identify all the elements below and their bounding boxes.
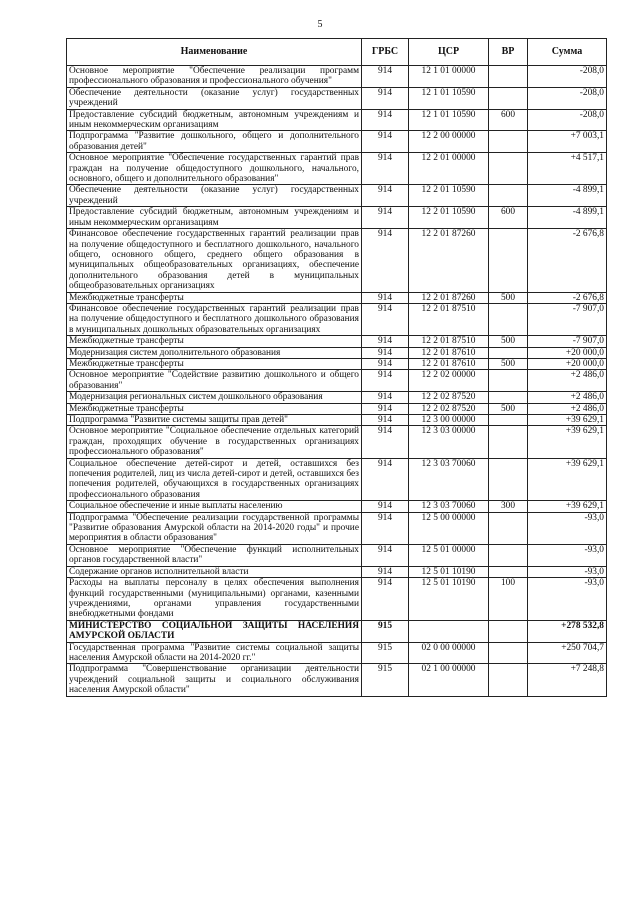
table-body [67,66,607,697]
row-csr-cell: 12 3 00 00000 [409,415,489,426]
table-row [67,109,607,131]
row-csr-cell: 12 2 01 00000 [409,153,489,185]
row-csr-cell: 12 1 01 10590 [409,109,489,131]
table-row [67,185,607,207]
row-grbs-cell: 915 [362,642,409,664]
table-row [67,578,607,621]
page-number: 5 [317,19,323,30]
row-vr-cell [489,426,528,458]
row-sum-cell: +2 486,0 [528,392,607,403]
row-sum-cell: +39 629,1 [528,415,607,426]
row-csr-cell: 12 2 01 87510 [409,336,489,347]
row-name-cell: Межбюджетные трансферты [67,358,362,369]
row-sum-cell: -7 907,0 [528,303,607,335]
row-csr-cell: 12 3 03 70060 [409,458,489,501]
row-grbs-cell: 914 [362,501,409,512]
row-vr-cell: 500 [489,336,528,347]
header-csr: ЦСР [409,39,489,66]
row-sum-cell: +2 486,0 [528,403,607,414]
row-name-cell: Основное мероприятие "Содействие развитию дошкольного и общего образования" [67,370,362,392]
table-row [67,292,607,303]
row-sum-cell: -2 676,8 [528,292,607,303]
row-name-cell: Подпрограмма "Совершенствование организации деятельности учреждений социальной защиты и социального обслуживания населения Амурской области" [67,664,362,696]
row-name-cell: Финансовое обеспечение государственных гарантий реализации прав на получение общедоступного и бесплатного дошкольного образования в муниципальных дошкольных образовательных организациях [67,303,362,335]
table-row [67,370,607,392]
row-grbs-cell: 914 [362,512,409,544]
row-grbs-cell: 914 [362,358,409,369]
row-grbs-cell: 914 [362,131,409,153]
row-vr-cell [489,303,528,335]
row-sum-cell: +4 517,1 [528,153,607,185]
row-vr-cell [489,185,528,207]
table-header-row [67,39,607,66]
row-csr-cell: 12 2 01 87610 [409,358,489,369]
row-sum-cell: +20 000,0 [528,347,607,358]
table-row [67,392,607,403]
row-sum-cell: -4 899,1 [528,185,607,207]
budget-table [66,38,607,697]
row-sum-cell: +2 486,0 [528,370,607,392]
row-csr-cell: 12 2 02 87520 [409,392,489,403]
row-vr-cell [489,642,528,664]
row-sum-cell: +7 248,8 [528,664,607,696]
row-vr-cell [489,392,528,403]
row-name-cell: Социальное обеспечение и иные выплаты населению [67,501,362,512]
table-row [67,501,607,512]
table-row [67,153,607,185]
table-row [67,66,607,88]
row-vr-cell: 100 [489,578,528,621]
table-row [67,512,607,544]
table-row [67,358,607,369]
row-csr-cell: 02 0 00 00000 [409,642,489,664]
row-grbs-cell: 914 [362,566,409,577]
table-row [67,415,607,426]
row-vr-cell [489,664,528,696]
table-row [67,642,607,664]
row-sum-cell: +250 704,7 [528,642,607,664]
row-sum-cell: +7 003,1 [528,131,607,153]
row-vr-cell [489,458,528,501]
row-sum-cell: -93,0 [528,512,607,544]
header-vr: ВР [489,39,528,66]
table-row [67,336,607,347]
row-vr-cell: 500 [489,403,528,414]
row-name-cell: Модернизация региональных систем дошкольного образования [67,392,362,403]
table-row [67,347,607,358]
row-grbs-cell: 914 [362,347,409,358]
table-row [67,566,607,577]
row-vr-cell [489,544,528,566]
row-grbs-cell: 915 [362,620,409,642]
row-vr-cell [489,370,528,392]
row-grbs-cell: 914 [362,578,409,621]
row-name-cell: Межбюджетные трансферты [67,292,362,303]
table-row [67,458,607,501]
row-grbs-cell: 914 [362,207,409,229]
row-vr-cell: 600 [489,207,528,229]
row-grbs-cell: 914 [362,87,409,109]
header-sum: Сумма [528,39,607,66]
budget-table-container [66,38,606,697]
row-sum-cell: +39 629,1 [528,458,607,501]
row-name-cell: Социальное обеспечение детей-сирот и детей, оставшихся без попечения родителей, лиц из числа детей-сирот и детей, оставшихся без попечения родителей, обучающихся в государственных организациях профессионального образования [67,458,362,501]
row-sum-cell: -208,0 [528,87,607,109]
row-name-cell: Подпрограмма "Развитие дошкольного, общего и дополнительного образования детей" [67,131,362,153]
table-row [67,87,607,109]
row-sum-cell: -93,0 [528,566,607,577]
row-csr-cell: 12 3 03 70060 [409,501,489,512]
row-csr-cell: 12 5 01 10190 [409,566,489,577]
row-sum-cell: -7 907,0 [528,336,607,347]
row-vr-cell [489,620,528,642]
row-grbs-cell: 914 [362,370,409,392]
row-vr-cell: 600 [489,109,528,131]
row-vr-cell [489,66,528,88]
row-sum-cell: +39 629,1 [528,426,607,458]
row-name-cell: Предоставление субсидий бюджетным, автономным учреждениям и иным некоммерческим организациям [67,207,362,229]
row-grbs-cell: 914 [362,229,409,292]
row-name-cell: Подпрограмма "Обеспечение реализации государственной программы "Развитие образования Амурской области на 2014-2020 годы" и прочие мероприятия в области образования" [67,512,362,544]
table-row [67,620,607,642]
row-grbs-cell: 914 [362,303,409,335]
row-sum-cell: +20 000,0 [528,358,607,369]
row-name-cell: Межбюджетные трансферты [67,336,362,347]
row-grbs-cell: 914 [362,66,409,88]
row-sum-cell: -2 676,8 [528,229,607,292]
row-csr-cell: 12 5 01 00000 [409,544,489,566]
row-csr-cell: 12 1 01 00000 [409,66,489,88]
row-grbs-cell: 914 [362,109,409,131]
row-name-cell: Межбюджетные трансферты [67,403,362,414]
row-vr-cell [489,153,528,185]
row-vr-cell [489,566,528,577]
row-csr-cell: 12 5 00 00000 [409,512,489,544]
table-row [67,664,607,696]
row-vr-cell: 500 [489,358,528,369]
row-sum-cell: -93,0 [528,578,607,621]
row-name-cell: Основное мероприятие "Социальное обеспечение отдельных категорий граждан, проходящих обучение в государственных организациях профессионального образования" [67,426,362,458]
row-name-cell: Основное мероприятие "Обеспечение реализации программ профессионального образования и профессионального обучения" [67,66,362,88]
row-name-cell: Государственная программа "Развитие системы социальной защиты населения Амурской области на 2014-2020 гг." [67,642,362,664]
row-vr-cell: 500 [489,292,528,303]
table-row [67,207,607,229]
row-name-cell: Содержание органов исполнительной власти [67,566,362,577]
row-grbs-cell: 914 [362,392,409,403]
row-sum-cell: -208,0 [528,66,607,88]
table-row [67,544,607,566]
row-name-cell: Расходы на выплаты персоналу в целях обеспечения выполнения функций государственными (муниципальными) органами, казенными учреждениями, органами управления государственными внебюджетными фондами [67,578,362,621]
row-name-cell: Обеспечение деятельности (оказание услуг) государственных учреждений [67,185,362,207]
row-sum-cell: +278 532,8 [528,620,607,642]
table-row [67,229,607,292]
row-name-cell: Обеспечение деятельности (оказание услуг) государственных учреждений [67,87,362,109]
row-csr-cell: 12 2 01 87510 [409,303,489,335]
row-name-cell: Предоставление субсидий бюджетным, автономным учреждениям и иным некоммерческим организациям [67,109,362,131]
row-grbs-cell: 914 [362,544,409,566]
row-csr-cell: 12 3 03 00000 [409,426,489,458]
row-grbs-cell: 914 [362,336,409,347]
row-vr-cell [489,229,528,292]
table-row [67,303,607,335]
row-sum-cell: +39 629,1 [528,501,607,512]
row-grbs-cell: 915 [362,664,409,696]
row-name-cell: Подпрограмма "Развитие системы защиты прав детей" [67,415,362,426]
row-grbs-cell: 914 [362,403,409,414]
row-sum-cell: -4 899,1 [528,207,607,229]
row-vr-cell [489,131,528,153]
row-csr-cell: 12 2 01 10590 [409,207,489,229]
row-grbs-cell: 914 [362,458,409,501]
row-grbs-cell: 914 [362,415,409,426]
row-grbs-cell: 914 [362,153,409,185]
row-name-cell: Основное мероприятие "Обеспечение государственных гарантий прав граждан на получение общедоступного дошкольного, начального, основного, общего и дополнительного образования" [67,153,362,185]
row-grbs-cell: 914 [362,185,409,207]
row-sum-cell: -93,0 [528,544,607,566]
row-name-cell: Модернизация систем дополнительного образования [67,347,362,358]
row-name-cell: Основное мероприятие "Обеспечение функций исполнительных органов государственной власти" [67,544,362,566]
row-grbs-cell: 914 [362,292,409,303]
row-csr-cell: 12 2 00 00000 [409,131,489,153]
row-name-cell: Финансовое обеспечение государственных гарантий реализации прав на получение общедоступного и бесплатного дошкольного, начального общего, основного общего, среднего общего образования в муниципальных общеобразовательных организациях, обеспечение дополнительного образования детей в муниципальных общеобразовательных организациях [67,229,362,292]
row-sum-cell: -208,0 [528,109,607,131]
row-csr-cell: 12 5 01 10190 [409,578,489,621]
header-grbs: ГРБС [362,39,409,66]
row-vr-cell [489,347,528,358]
row-csr-cell: 12 2 01 87260 [409,229,489,292]
row-csr-cell: 02 1 00 00000 [409,664,489,696]
row-name-cell: МИНИСТЕРСТВО СОЦИАЛЬНОЙ ЗАЩИТЫ НАСЕЛЕНИЯ АМУРСКОЙ ОБЛАСТИ [67,620,362,642]
row-csr-cell: 12 2 01 10590 [409,185,489,207]
row-csr-cell: 12 1 01 10590 [409,87,489,109]
row-csr-cell [409,620,489,642]
header-name: Наименование [67,39,362,66]
row-csr-cell: 12 2 01 87610 [409,347,489,358]
row-vr-cell [489,512,528,544]
row-vr-cell [489,87,528,109]
row-csr-cell: 12 2 02 87520 [409,403,489,414]
table-row [67,426,607,458]
table-row [67,131,607,153]
table-row [67,403,607,414]
row-vr-cell: 300 [489,501,528,512]
row-vr-cell [489,415,528,426]
row-grbs-cell: 914 [362,426,409,458]
row-csr-cell: 12 2 02 00000 [409,370,489,392]
row-csr-cell: 12 2 01 87260 [409,292,489,303]
